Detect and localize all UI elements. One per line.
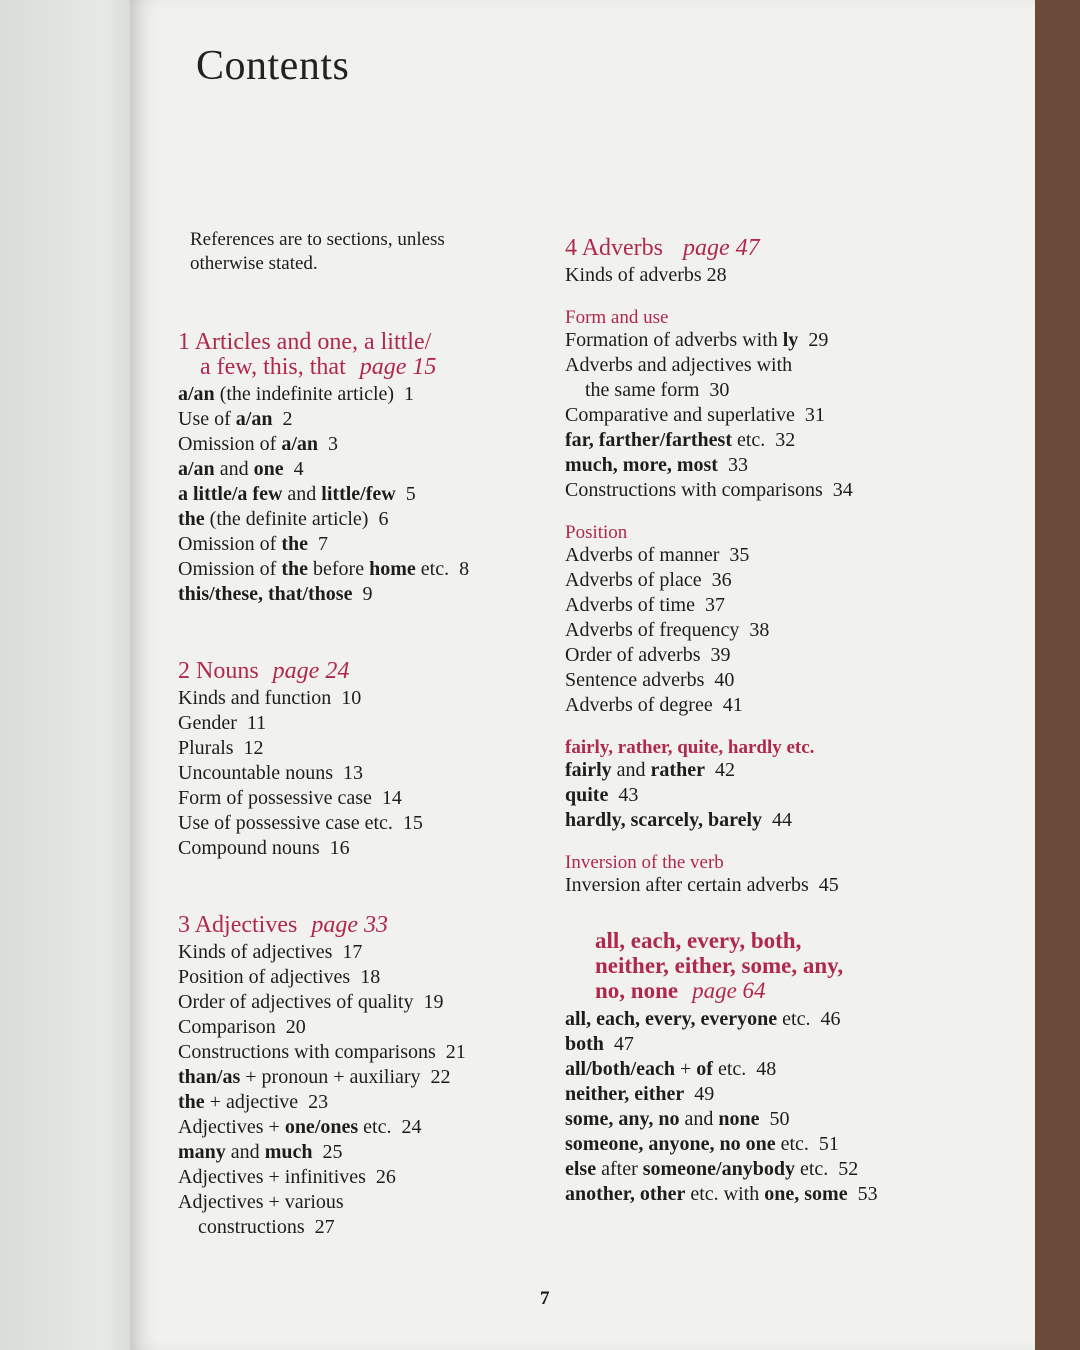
section-heading — [178, 330, 558, 380]
entry-text: Kinds of adjectives 17 — [178, 941, 363, 963]
contents-entry — [565, 428, 1005, 453]
entry-text: Adverbs of time 37 — [565, 594, 725, 616]
entry-text: Plurals 12 — [178, 737, 264, 759]
contents-entry — [565, 1132, 1005, 1157]
contents-entry — [178, 1115, 558, 1140]
entry-keyword: one, some — [764, 1183, 848, 1205]
contents-entry — [178, 836, 558, 861]
section-title-line — [565, 953, 1005, 978]
entry-text: Adverbs and adjectives with — [565, 354, 793, 376]
entry-keyword: many — [178, 1141, 226, 1163]
contents-entry — [565, 873, 1005, 898]
entry-text: Use of — [178, 408, 236, 430]
contents-entry — [178, 1215, 558, 1240]
section-4 — [565, 236, 1005, 898]
subsection-heading: fairly, rather, quite, hardly etc. — [565, 737, 815, 758]
entry-text: etc. 46 — [777, 1008, 841, 1030]
entry-text: etc. 24 — [358, 1116, 422, 1138]
contents-entry — [178, 761, 558, 786]
entry-text: constructions 27 — [198, 1216, 335, 1238]
entry-text: Omission of — [178, 533, 282, 555]
entry-keyword: someone/anybody — [642, 1158, 795, 1180]
subsection-heading: Form and use — [565, 307, 669, 328]
contents-entry — [178, 1165, 558, 1190]
entry-keyword: none — [718, 1108, 760, 1130]
section-heading — [565, 928, 1005, 1003]
entry-keyword: another, other — [565, 1183, 686, 1205]
contents-entry — [565, 543, 1005, 568]
section-1 — [178, 330, 558, 607]
contents-entry — [178, 736, 558, 761]
entry-text: Use of possessive case etc. 15 — [178, 812, 423, 834]
contents-entry — [178, 1040, 558, 1065]
entry-text: before — [308, 558, 370, 580]
entry-keyword: home — [369, 558, 416, 580]
entry-text: 42 — [704, 759, 735, 781]
entry-text: 29 — [798, 329, 829, 351]
subsection-heading: Position — [565, 522, 628, 543]
entry-keyword: a/an — [235, 408, 273, 430]
entry-keyword: a little/a few — [178, 483, 283, 505]
contents-entry — [178, 990, 558, 1015]
entry-keyword: the — [281, 533, 309, 555]
contents-entry — [565, 1032, 1005, 1057]
entry-keyword: fairly — [565, 759, 612, 781]
entry-keyword: the — [281, 558, 309, 580]
section-title-line — [565, 928, 1005, 953]
contents-entry — [565, 478, 1005, 503]
entry-text: Adjectives + — [178, 1116, 285, 1138]
facing-page — [0, 0, 150, 1350]
entry-text: 33 — [717, 454, 748, 476]
entry-text: (the indefinite article) 1 — [214, 383, 415, 405]
contents-entry — [178, 1090, 558, 1115]
subsection — [565, 523, 1005, 718]
entry-keyword: some, any, no — [565, 1108, 680, 1130]
entry-text: etc. 32 — [731, 429, 796, 451]
contents-entry — [565, 783, 1005, 808]
entry-text: 47 — [603, 1033, 634, 1055]
section-title: Adjectives — [194, 912, 298, 938]
entry-text: Adjectives + infinitives 26 — [178, 1166, 396, 1188]
contents-entry — [565, 593, 1005, 618]
entry-text: and — [611, 759, 651, 781]
entry-keyword: far, farther/farthest — [565, 429, 732, 451]
entry-text: Comparative and superlative 31 — [565, 404, 825, 426]
section-title: Articles and one, a little/ — [194, 329, 432, 355]
contents-entry — [178, 407, 558, 432]
entry-text: and — [282, 483, 322, 505]
entry-text: and — [214, 458, 254, 480]
entry-text: 7 — [308, 533, 329, 555]
subsection-heading: Inversion of the verb — [565, 852, 724, 873]
contents-entry — [178, 582, 558, 607]
entry-keyword: neither, either — [565, 1083, 685, 1105]
entry-text: Uncountable nouns 13 — [178, 762, 363, 784]
section-title: Adverbs — [581, 235, 664, 261]
section-title: no, none — [595, 978, 679, 1003]
contents-entry — [178, 940, 558, 965]
section-page-ref: page 24 — [272, 658, 350, 684]
contents-entry — [178, 1140, 558, 1165]
entry-text: Order of adjectives of quality 19 — [178, 991, 444, 1013]
contents-entry — [178, 382, 558, 407]
entry-keyword: than/as — [178, 1066, 241, 1088]
contents-entry — [178, 532, 558, 557]
section-2 — [178, 659, 558, 861]
contents-entry — [178, 432, 558, 457]
contents-entry — [178, 1015, 558, 1040]
section-3 — [178, 913, 558, 1240]
entry-text: etc. with — [685, 1183, 765, 1205]
entry-keyword: of — [696, 1058, 713, 1080]
entry-keyword: all, each, every, everyone — [565, 1008, 778, 1030]
section-entries — [565, 1007, 1005, 1207]
section-title-cont: a few, this, that — [200, 354, 346, 380]
entry-text: etc. 51 — [775, 1133, 839, 1155]
entry-keyword: this/these, that/those — [178, 583, 353, 605]
section-heading — [565, 236, 1005, 261]
intro-note: References are to sections, unless otherwise stated. — [190, 229, 445, 274]
contents-entry — [565, 1007, 1005, 1032]
entry-keyword: ly — [782, 329, 799, 351]
entry-text: and — [225, 1141, 265, 1163]
entry-text: Formation of adverbs with — [565, 329, 783, 351]
contents-entry — [178, 507, 558, 532]
entry-text: Omission of — [178, 433, 282, 455]
entry-text: 50 — [759, 1108, 790, 1130]
subsection — [565, 853, 1005, 898]
entry-keyword: much — [264, 1141, 313, 1163]
section-title-line — [565, 978, 1005, 1003]
page-title: Contents — [196, 43, 350, 89]
entry-text: 43 — [608, 784, 639, 806]
entry-text: Adverbs of place 36 — [565, 569, 732, 591]
contents-entry — [565, 1107, 1005, 1132]
entry-keyword: hardly, scarcely, barely — [565, 809, 763, 831]
section-page-ref: page 64 — [692, 978, 766, 1003]
entry-text: etc. 8 — [415, 558, 470, 580]
section-number: 1 — [178, 329, 195, 355]
entry-text: 4 — [283, 458, 304, 480]
entry-text: 49 — [684, 1083, 715, 1105]
contents-entry — [565, 758, 1005, 783]
contents-entry — [565, 1157, 1005, 1182]
entry-text: Adverbs of degree 41 — [565, 694, 743, 716]
page-number: 7 — [540, 1288, 550, 1309]
section-number: 3 — [178, 912, 195, 938]
entry-text: + — [675, 1058, 697, 1080]
entry-keyword: a/an — [178, 383, 215, 405]
entry-text: after — [596, 1158, 643, 1180]
entry-text: 44 — [762, 809, 793, 831]
entry-text: 2 — [272, 408, 293, 430]
contents-entry — [565, 1082, 1005, 1107]
section-title: all, each, every, both, — [595, 928, 802, 953]
contents-entry — [178, 1190, 558, 1215]
entry-text: Adverbs of manner 35 — [565, 544, 750, 566]
book-page — [130, 0, 1035, 1350]
entry-text: (the definite article) 6 — [204, 508, 389, 530]
entry-text: Adjectives + various — [178, 1191, 344, 1213]
contents-entry — [565, 1057, 1005, 1082]
entry-text: Position of adjectives 18 — [178, 966, 381, 988]
contents-entry: Kinds of adverbs 28 — [565, 264, 727, 286]
entry-text: etc. 48 — [712, 1058, 777, 1080]
entry-text: 5 — [395, 483, 416, 505]
contents-entry — [178, 686, 558, 711]
entry-text: 53 — [847, 1183, 878, 1205]
contents-entry — [178, 811, 558, 836]
contents-entry — [178, 1065, 558, 1090]
entry-keyword: the — [178, 1091, 205, 1113]
entry-keyword: both — [565, 1033, 604, 1055]
section-title: neither, either, some, any, — [595, 953, 844, 978]
contents-entry — [565, 378, 1005, 403]
section-5 — [565, 928, 1005, 1207]
contents-entry — [565, 643, 1005, 668]
entry-text: Constructions with comparisons 21 — [178, 1041, 466, 1063]
contents-entry — [178, 786, 558, 811]
entry-keyword: rather — [650, 759, 705, 781]
contents-entry — [178, 711, 558, 736]
entry-keyword: one/ones — [284, 1116, 359, 1138]
contents-entry — [565, 353, 1005, 378]
entry-keyword: a/an — [178, 458, 215, 480]
subsection — [565, 738, 1005, 833]
section-number: 4 — [565, 235, 577, 261]
entry-text: Form of possessive case 14 — [178, 787, 402, 809]
contents-entry — [565, 668, 1005, 693]
section-heading — [178, 913, 558, 938]
subsection — [565, 308, 1005, 503]
entry-text: Inversion after certain adverbs 45 — [565, 874, 839, 896]
entry-keyword: someone, anyone, no one — [565, 1133, 776, 1155]
contents-entry — [178, 457, 558, 482]
entry-keyword: little/few — [321, 483, 396, 505]
contents-entry — [565, 328, 1005, 353]
entry-text: Kinds and function 10 — [178, 687, 362, 709]
entry-text: Adverbs of frequency 38 — [565, 619, 770, 641]
entry-text: Sentence adverbs 40 — [565, 669, 735, 691]
contents-entry — [565, 1182, 1005, 1207]
contents-entry — [178, 557, 558, 582]
section-page-ref: page 33 — [311, 912, 388, 938]
entry-text: Constructions with comparisons 34 — [565, 479, 853, 501]
section-heading — [178, 659, 558, 684]
section-page-ref: page 47 — [683, 235, 760, 261]
entry-text: etc. 52 — [794, 1158, 859, 1180]
contents-entry — [565, 693, 1005, 718]
entry-text: the same form 30 — [585, 379, 730, 401]
entry-keyword: one — [253, 458, 284, 480]
contents-entry — [565, 808, 1005, 833]
section-number: 2 — [178, 658, 196, 684]
entry-keyword: all/both/each — [565, 1058, 676, 1080]
entry-text: Omission of — [178, 558, 282, 580]
entry-keyword: the — [178, 508, 205, 530]
contents-entry — [178, 482, 558, 507]
contents-entry — [565, 403, 1005, 428]
entry-text: 9 — [352, 583, 373, 605]
contents-left-column — [178, 330, 558, 1270]
entry-text: + adjective 23 — [204, 1091, 329, 1113]
section-page-ref: page 15 — [359, 354, 437, 380]
entry-text: Compound nouns 16 — [178, 837, 350, 859]
entry-keyword: else — [565, 1158, 597, 1180]
contents-right-column — [565, 236, 1005, 1237]
entry-text: Order of adverbs 39 — [565, 644, 731, 666]
entry-text: Comparison 20 — [178, 1016, 306, 1038]
entry-text: 3 — [318, 433, 339, 455]
entry-text: 25 — [312, 1141, 343, 1163]
contents-entry — [565, 618, 1005, 643]
entry-text: Gender 11 — [178, 712, 267, 734]
section-title: Nouns — [196, 658, 259, 684]
contents-entry — [565, 453, 1005, 478]
entry-keyword: much, more, most — [565, 454, 718, 476]
entry-text: and — [679, 1108, 719, 1130]
entry-keyword: a/an — [281, 433, 319, 455]
entry-keyword: quite — [565, 784, 609, 806]
contents-entry — [178, 965, 558, 990]
contents-entry — [565, 568, 1005, 593]
entry-text: + pronoun + auxiliary 22 — [240, 1066, 451, 1088]
section-4-groups — [565, 308, 1005, 898]
